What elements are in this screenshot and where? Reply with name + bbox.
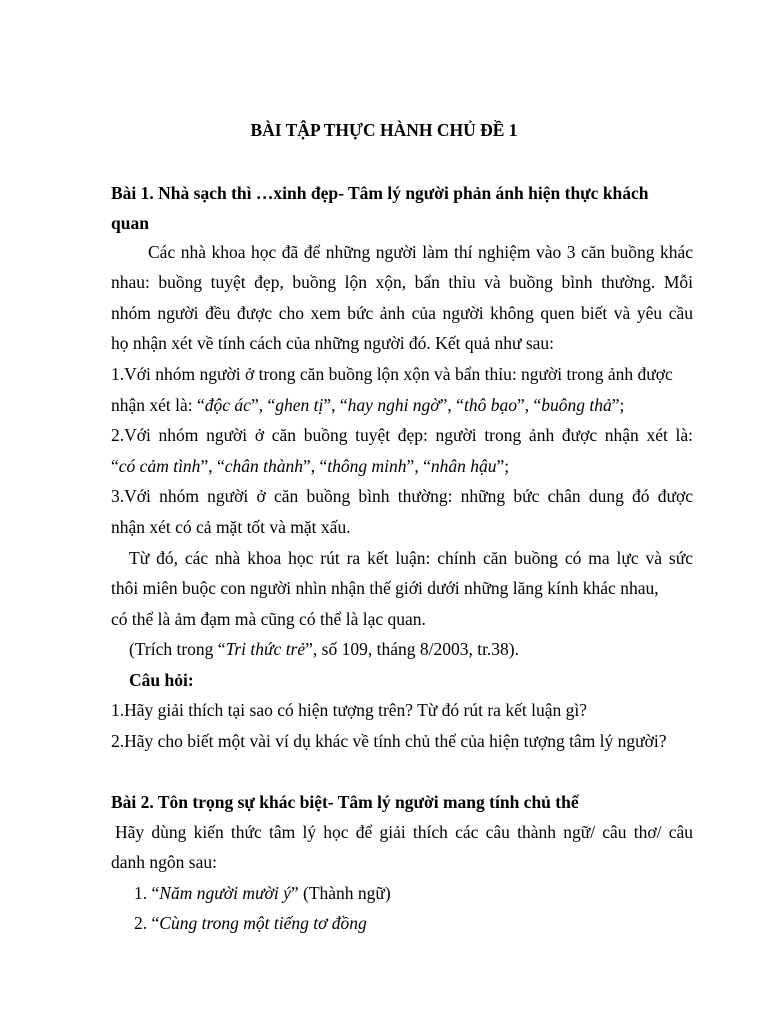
citation-prefix: (Trích trong “ [129,639,226,659]
bai1-item1-line1: 1.Với nhóm người ở trong căn buồng lộn xộn và bẩn thỉu: người trong ảnh được [111,364,673,384]
bai1-item1-line2 [111,393,624,417]
bai1-para2-line1: Từ đó, các nhà khoa học rút ra kết luận: chính căn buồng có ma lực và sức [129,548,693,568]
bai1-para2-line3: có thể là ảm đạm mà cũng có thể là lạc quan. [111,609,426,629]
trait-nhan-hau: nhân hậu [430,456,497,476]
list1-num: 1. “ [134,883,160,903]
bai1-item3-line2: nhận xét có cả mặt tốt và mặt xấu. [111,517,351,537]
trait-ghen-ti: ghen tị [275,395,324,415]
bai1-item3-line1: 3.Với nhóm người ở căn buồng bình thường: những bức chân dung đó được [111,486,693,506]
bai2-heading: Bài 2. Tôn trọng sự khác biệt- Tâm lý người mang tính chủ thể [111,792,579,812]
bai2-intro-line1: Hãy dùng kiến thức tâm lý học để giải thích các câu thành ngữ/ câu thơ/ câu [115,822,693,842]
item1-prefix: nhận xét là: “ [111,395,205,415]
bai1-para1-line4: họ nhận xét về tính cách của những người đó. Kết quả như sau: [111,333,555,353]
sep: ”, “ [323,395,348,415]
page-title: BÀI TẬP THỰC HÀNH CHỦ ĐỀ 1 [250,120,518,140]
list2-text: Cùng trong một tiếng tơ đồng [159,913,367,933]
sep: ”, “ [200,456,225,476]
trait-hay-nghi-ngo: hay nghi ngờ [347,395,440,415]
question-2: 2.Hãy cho biết một vài ví dụ khác về tính chủ thể của hiện tượng tâm lý người? [111,731,667,751]
trait-buong-tha: buông thả [541,395,612,415]
sep: ”, “ [516,395,542,415]
bai1-heading-line2: quan [111,213,149,233]
bai1-para2-line2: thôi miên buộc con người nhìn nhận thế giới dưới những lăng kính khác nhau, [111,578,659,598]
list2-num: 2. “ [134,913,160,933]
trait-thong-minh: thông minh [327,456,407,476]
bai1-para1-line1: Các nhà khoa học đã để những người làm thí nghiệm vào 3 căn buồng khác [148,242,693,262]
item1-suffix: ”; [611,395,625,415]
sep: ”, “ [303,456,328,476]
bai1-para1-line3: nhóm người đều được cho xem bức ảnh của người không quen biết và yêu cầu [111,303,693,323]
sep: ”, “ [250,395,276,415]
bai2-intro-line2: danh ngôn sau: [111,852,217,872]
citation-suffix: ”, số 109, tháng 8/2003, tr.38). [305,639,520,659]
sep: ”, “ [406,456,431,476]
bai1-item2-line1: 2.Với nhóm người ở căn buồng tuyệt đẹp: người trong ảnh được nhận xét là: [111,425,693,445]
bai1-para1-line2: nhau: buồng tuyệt đẹp, buồng lộn xộn, bẩn thỉu và buồng bình thường. Mỗi [111,272,693,292]
bai2-list-item-1 [134,881,391,905]
trait-co-cam-tinh: có cảm tình [118,456,201,476]
question-1: 1.Hãy giải thích tại sao có hiện tượng trên? Từ đó rút ra kết luận gì? [111,700,587,720]
questions-heading: Câu hỏi: [129,670,194,690]
bai1-item2-line2: “có cảm tình”, “chân thành”, “thông minh”, “nhân hậu”; [111,456,510,476]
citation-title: Tri thức trẻ [225,639,306,659]
sep: ”, “ [439,395,464,415]
list1-suffix: ” (Thành ngữ) [290,883,391,903]
trait-chan-thanh: chân thành [224,456,303,476]
bai2-list-item-2 [134,911,367,935]
bai1-citation [129,637,519,661]
list1-text: Năm người mười ý [159,883,291,903]
item2-suffix: ”; [496,456,510,476]
trait-tho-bao: thô bạo [463,395,517,415]
trait-doc-ac: độc ác [204,395,251,415]
bai1-heading-line1: Bài 1. Nhà sạch thì …xinh đẹp- Tâm lý người phản ánh hiện thực khách [111,183,649,203]
